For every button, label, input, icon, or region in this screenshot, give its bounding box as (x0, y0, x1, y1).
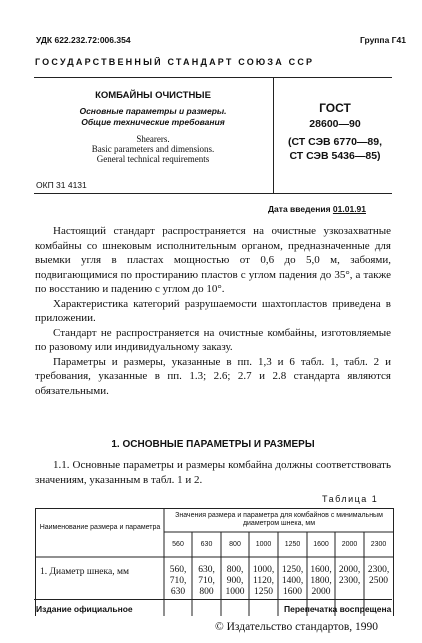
row-label-screw-diameter: 1. Диаметр шнека, мм (40, 567, 129, 577)
intro-paragraph: Параметры и размеры, указанные в пп. 1,3 и 6 табл. 1, табл. 2 и требования, указанные в пп. 1.3; 2.6; 2.7 и 2.8 стандарта являются обязательными. (35, 355, 391, 397)
intro-paragraph: Характеристика категорий разрушаемости шахтопластов приведена в приложении. (35, 297, 391, 324)
effective-date-value: 01.01.91 (332, 204, 367, 214)
table-cell: 560, 710, 630 (169, 565, 187, 597)
table-cell: 800, 900, 1000 (225, 565, 245, 597)
table-caption: Таблица 1 (322, 494, 379, 504)
copyright: © Издательство стандартов, 1990 (215, 621, 379, 633)
english-title-2: Basic parameters and dimensions. (91, 144, 215, 154)
title-bottom-rule (34, 193, 392, 194)
state-standard-banner: ГОСУДАРСТВЕННЫЙ СТАНДАРТ СОЮЗА ССР (35, 57, 315, 67)
intro-paragraph: Настоящий стандарт распространяется на очистные узкозахватные комбайны со шнековым исполнительным органом, предназначенные для выемки угля в пластах мощностью от 0,6 до 5,0 м, забоями, подвигающимися по простиранию пластов с углом падения до 35°, а также по восстанию и падению с углом до 10°. (35, 225, 391, 295)
section-heading: 1. ОСНОВНЫЕ ПАРАМЕТРЫ И РАЗМЕРЫ (111, 439, 315, 450)
table-cell: 1000, 1120, 1250 (252, 565, 275, 597)
official-edition: Издание официальное (36, 604, 133, 614)
table-header-values: Значения размера и параметра для комбайнов с минимальным диаметром шнека, мм (175, 512, 383, 527)
document-title: КОМБАЙНЫ ОЧИСТНЫЕ (95, 90, 211, 101)
intro-text (35, 224, 391, 398)
top-rule (34, 77, 392, 78)
gost-number: 28600—90 (309, 118, 361, 130)
reprint-prohibited: Перепечатка воспрещена (284, 604, 392, 614)
table-cell: 2300, 2500 (367, 565, 390, 586)
okp-code: ОКП 31 4131 (36, 180, 87, 190)
title-divider (273, 77, 274, 193)
diameter-header: 800 (229, 541, 241, 548)
diameter-header: 1600 (313, 541, 329, 548)
clause-1-1 (35, 458, 391, 487)
diameter-header: 630 (200, 541, 213, 548)
diameter-header: 2300 (370, 541, 387, 548)
table-header-parameter: Наименование размера и параметра (39, 524, 161, 531)
english-title-3: General technical requirements (96, 154, 210, 164)
group-code: Группа Г41 (360, 35, 406, 45)
comecon-ref-1: (СТ СЭВ 6770—89, (287, 136, 383, 148)
effective-date-label: Дата введения (268, 204, 331, 214)
english-title-1: Shearers. (136, 134, 170, 144)
subtitle-line-2: Общие технические требования (81, 117, 225, 127)
comecon-ref-2: СТ СЭВ 5436—85) (289, 150, 381, 162)
footer-rule (34, 599, 392, 600)
table-cell: 2000, 2300, (338, 565, 361, 586)
clause-1-1-text: 1.1. Основные параметры и размеры комбайна должны соответствовать значениям, указанным в табл. 1 и 2. (35, 459, 391, 486)
table-cell: 1250, 1400, 1600 (281, 565, 304, 597)
udk-code: УДК 622.232.72:006.354 (36, 35, 131, 45)
diameter-header: 560 (172, 541, 184, 548)
effective-date (268, 204, 366, 214)
table-cell: 630, 710, 800 (198, 565, 215, 597)
diameter-header: 1000 (255, 541, 272, 548)
diameter-header: 2000 (341, 541, 358, 548)
table-cell: 1600, 1800, 2000 (310, 565, 332, 597)
intro-paragraph: Стандарт не распространяется на очистные комбайны, изготовляемые по разовому или индивидуальному заказу. (35, 326, 391, 353)
gost-label: ГОСТ (319, 101, 351, 115)
subtitle-line-1: Основные параметры и размеры. (79, 106, 227, 116)
diameter-header: 1250 (284, 541, 301, 548)
